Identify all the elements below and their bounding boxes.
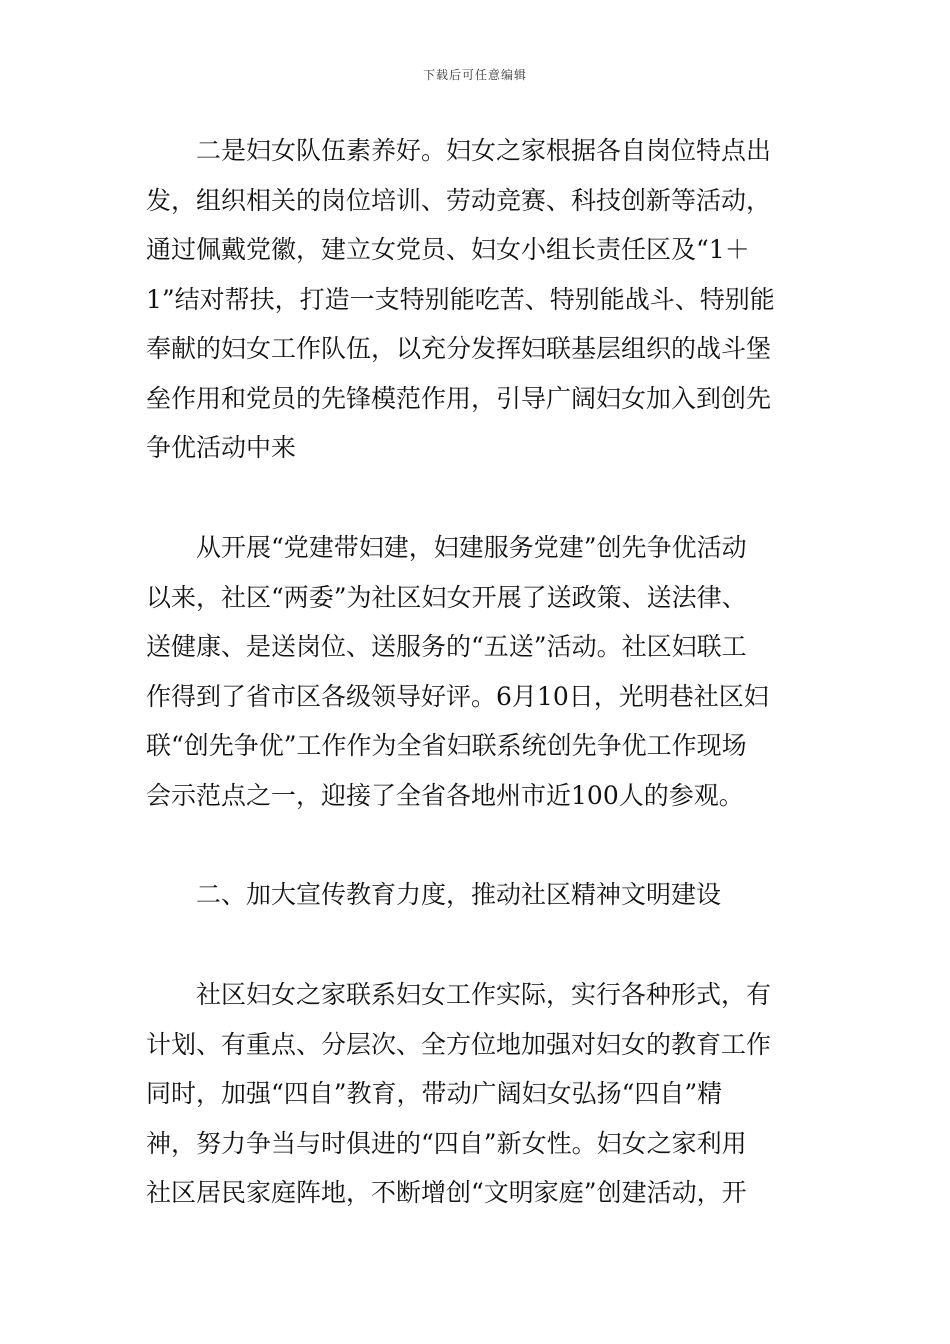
paragraph-line: 联“创先争优”工作作为全省妇联系统创先争优工作现场 — [146, 731, 747, 760]
paragraph-line: 社区妇女之家联系妇女工作实际，实行各种形式，有 — [196, 980, 772, 1009]
paragraph-line: 1”结对帮扶，打造一支特别能吃苦、特别能战斗、特别能 — [146, 284, 775, 314]
paragraph-3 — [146, 970, 808, 1218]
paragraph-1 — [146, 126, 808, 473]
paragraph-line: 垒作用和党员的先锋模范作用，引导广阔妇女加入到创先 — [146, 383, 772, 413]
paragraph-line: 从开展“党建带妇建，妇建服务党建”创先争优活动 — [196, 533, 747, 562]
header-note: 下载后可任意编辑 — [422, 68, 527, 82]
paragraph-line: 争优活动中来 — [146, 433, 297, 462]
paragraph-line: 通过佩戴党徽，建立女党员、妇女小组长责任区及“1＋ — [146, 235, 750, 264]
paragraph-line: 以来，社区“两委”为社区妇女开展了送政策、送法律、 — [146, 582, 747, 612]
paragraph-line: 奉献的妇女工作队伍，以充分发挥妇联基层组织的战斗堡 — [146, 334, 772, 363]
paragraph-line: 作得到了省市区各级领导好评。6月10日，光明巷社区妇 — [146, 681, 769, 711]
paragraph-line: 计划、有重点、分层次、全方位地加强对妇女的教育工作 — [146, 1029, 772, 1059]
paragraph-line: 神，努力争当与时俱进的“四自”新女性。妇女之家利用 — [146, 1128, 747, 1158]
paragraph-line: 二是妇女队伍素养好。妇女之家根据各自岗位特点出 — [196, 136, 772, 165]
section-heading — [146, 870, 808, 920]
paragraph-line: 同时，加强“四自”教育，带动广阔妇女弘扬“四自”精 — [146, 1079, 723, 1108]
section-heading-text: 二、加大宣传教育力度，推动社区精神文明建设 — [196, 880, 722, 909]
paragraph-line: 送健康、是送岗位、送服务的“五送”活动。社区妇联工 — [146, 632, 747, 661]
paragraph-line: 社区居民家庭阵地，不断增创“文明家庭”创建活动，开 — [146, 1178, 747, 1207]
paragraph-2 — [146, 523, 808, 820]
paragraph-line: 会示范点之一，迎接了全省各地州市近100人的参观。 — [146, 780, 744, 810]
paragraph-line: 发，组织相关的岗位培训、劳动竞赛、科技创新等活动， — [146, 185, 772, 215]
